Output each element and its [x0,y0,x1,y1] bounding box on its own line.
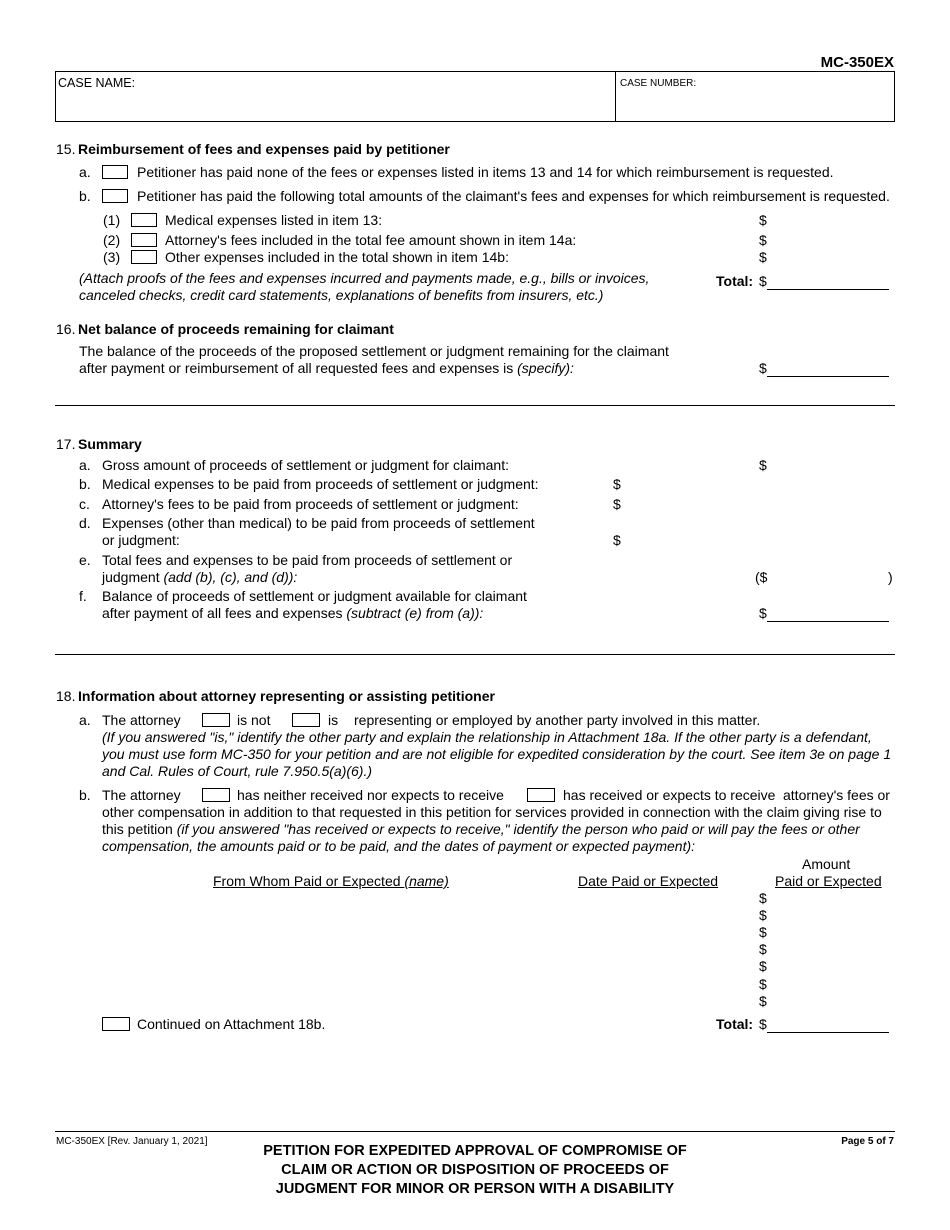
s17-e-close: ) [888,569,893,585]
table-row-dollar: $ [759,976,767,992]
s18-title: Information about attorney representing or assisting petitioner [78,688,495,704]
case-header-divider [615,72,616,121]
footer-rev: MC-350EX [Rev. January 1, 2021] [56,1136,208,1147]
s15-b-checkbox[interactable] [102,189,128,203]
s17-e-line2-italic: (add (b), (c), and (d)): [163,569,298,585]
footer-page: Page 5 of 7 [841,1136,894,1147]
s16-number: 16. [56,321,76,337]
case-name-field[interactable] [60,92,608,118]
s18-a-is-checkbox[interactable] [292,713,320,727]
s17-d-line2: or judgment: [102,532,180,548]
s17-c-letter: c. [79,496,90,512]
divider-2 [55,654,895,655]
s17-d-line1: Expenses (other than medical) to be paid from proceeds of settlement [102,515,535,531]
s17-d-letter: d. [79,515,91,531]
s17-b-dollar: $ [613,476,621,492]
s17-c-dollar: $ [613,496,621,512]
form-id: MC-350EX [820,54,894,71]
s17-a-dollar: $ [759,457,767,473]
s18-b-line2: other compensation in addition to that requested in this petition for services provided in connection with the claim giving rise to [102,804,882,820]
s16-amount-field[interactable] [767,376,889,377]
table-row-dollar: $ [759,941,767,957]
s18-b-received-checkbox[interactable] [527,788,555,802]
table-row-dollar: $ [759,993,767,1009]
s18-b-letter: b. [79,787,91,803]
s15-item2-checkbox[interactable] [131,233,157,247]
footer-title-2: CLAIM OR ACTION OR DISPOSITION OF PROCEEDS OF [281,1162,669,1178]
col-from-text: From Whom Paid or Expected [213,873,401,889]
s15-note-line2: canceled checks, credit card statements, explanations of benefits from insurers, etc.) [79,287,604,303]
s18-a-letter: a. [79,712,91,728]
s18-b-opt1: has neither received nor expects to receive [237,787,504,803]
s18-a-is-label: is [328,712,339,728]
s18-total-field[interactable] [767,1032,889,1033]
s15-item2-dollar: $ [759,232,767,248]
table-row-dollar: $ [759,890,767,906]
s15-b-text: Petitioner has paid the following total amounts of the claimant's fees and expenses for which reimbursement is requested. [137,188,890,204]
s18-a-isnot-label: is not [237,712,271,728]
s18-b-opt2: has received or expects to receive [563,787,776,803]
s15-item3-checkbox[interactable] [131,250,157,264]
s17-a-text: Gross amount of proceeds of settlement or judgment for claimant: [102,457,509,473]
s15-a-checkbox[interactable] [102,165,128,179]
divider-1 [55,405,895,406]
case-name-label: CASE NAME: [58,76,136,90]
s18-b-line3-italic: (if you answered "has received or expects to receive," identify the person who paid or will pay the fees or other [176,821,860,837]
s17-f-line2 [102,605,483,621]
s18-total-label: Total: [716,1016,754,1032]
s17-f-amount-field[interactable] [767,621,889,622]
s17-title: Summary [78,436,142,452]
table-row-dollar: $ [759,907,767,923]
s17-f-line2-text: after payment of all fees and expenses [102,605,343,621]
s15-a-text: Petitioner has paid none of the fees or expenses listed in items 13 and 14 for which reimbursement is requested. [137,164,834,180]
s15-item2-text: Attorney's fees included in the total fee amount shown in item 14a: [165,232,577,248]
s15-title: Reimbursement of fees and expenses paid by petitioner [78,141,450,157]
s17-d-dollar: $ [613,532,621,548]
s18-total-dollar: $ [759,1016,767,1032]
s16-line1: The balance of the proceeds of the proposed settlement or judgment remaining for the claimant [79,343,669,359]
s17-f-line2-italic: (subtract (e) from (a)): [346,605,484,621]
s15-item3-dollar: $ [759,249,767,265]
case-number-label: CASE NUMBER: [620,78,697,89]
s18-b-lead: The attorney [102,787,181,803]
s18-a-lead: The attorney [102,712,181,728]
col-amount-header-2: Paid or Expected [775,873,882,889]
s18-a-note2: you must use form MC-350 for your petition and are not eligible for expedited consideration by the court. See item 3e on page 1 [102,746,892,762]
s15-item1-dollar: $ [759,212,767,228]
s15-item1-number: (1) [103,212,121,228]
s18-b-tail: attorney's fees or [783,787,890,803]
s15-number: 15. [56,141,76,157]
s18-b-line4: compensation, the amounts paid or to be paid, and the dates of payment or expected payment): [102,838,696,854]
s17-f-letter: f. [79,588,87,604]
s15-note-line1: (Attach proofs of the fees and expenses incurred and payments made, e.g., bills or invoices, [79,270,650,286]
footer-title-1: PETITION FOR EXPEDITED APPROVAL OF COMPROMISE OF [263,1143,687,1159]
s18-b-line3 [102,821,860,837]
s17-e-letter: e. [79,552,91,568]
s15-item1-checkbox[interactable] [131,213,157,227]
s15-total-label: Total: [716,273,754,289]
s15-item2-number: (2) [103,232,121,248]
s17-e-line2 [102,569,297,585]
col-from-header [213,873,449,889]
s18-a-tail: representing or employed by another party involved in this matter. [354,712,761,728]
s16-line2-text: after payment or reimbursement of all requested fees and expenses is [79,360,514,376]
s16-dollar: $ [759,360,767,376]
s17-e-line2-text: judgment [102,569,160,585]
s15-item1-text: Medical expenses listed in item 13: [165,212,383,228]
s18-a-isnot-checkbox[interactable] [202,713,230,727]
s17-e-line1: Total fees and expenses to be paid from proceeds of settlement or [102,552,513,568]
s17-b-text: Medical expenses to be paid from proceeds of settlement or judgment: [102,476,539,492]
s15-item3-number: (3) [103,249,121,265]
case-number-field[interactable] [618,92,890,118]
s17-number: 17. [56,436,76,452]
table-row-dollar: $ [759,958,767,974]
col-date-header: Date Paid or Expected [578,873,719,889]
s16-title: Net balance of proceeds remaining for claimant [78,321,394,337]
continued-checkbox[interactable] [102,1017,130,1031]
s17-a-letter: a. [79,457,91,473]
s17-b-letter: b. [79,476,91,492]
col-from-italic: (name) [404,873,449,889]
s15-total-field[interactable] [767,289,889,290]
continued-label: Continued on Attachment 18b. [137,1016,326,1032]
table-row-dollar: $ [759,924,767,940]
s18-a-note3: and Cal. Rules of Court, rule 7.950.5(a)(6).) [102,763,373,779]
s15-b-letter: b. [79,188,91,204]
s18-b-neither-checkbox[interactable] [202,788,230,802]
footer-title-3: JUDGMENT FOR MINOR OR PERSON WITH A DISABILITY [275,1181,675,1197]
s17-f-line1: Balance of proceeds of settlement or judgment available for claimant [102,588,527,604]
s16-specify: (specify): [517,360,574,376]
s16-line2 [79,360,574,376]
s17-c-text: Attorney's fees to be paid from proceeds of settlement or judgment: [102,496,519,512]
s15-a-letter: a. [79,164,91,180]
s18-number: 18. [56,688,76,704]
col-amount-header-1: Amount [802,856,851,872]
footer-divider [55,1131,895,1132]
s15-item3-text: Other expenses included in the total shown in item 14b: [165,249,509,265]
s17-e-open: ($ [755,569,768,585]
s18-b-line3-plain: this petition [102,821,173,837]
s17-f-dollar: $ [759,605,767,621]
s18-a-note1: (If you answered "is," identify the other party and explain the relationship in Attachment 18a. If the other party is a defendant, [102,729,872,745]
s15-total-dollar: $ [759,273,767,289]
